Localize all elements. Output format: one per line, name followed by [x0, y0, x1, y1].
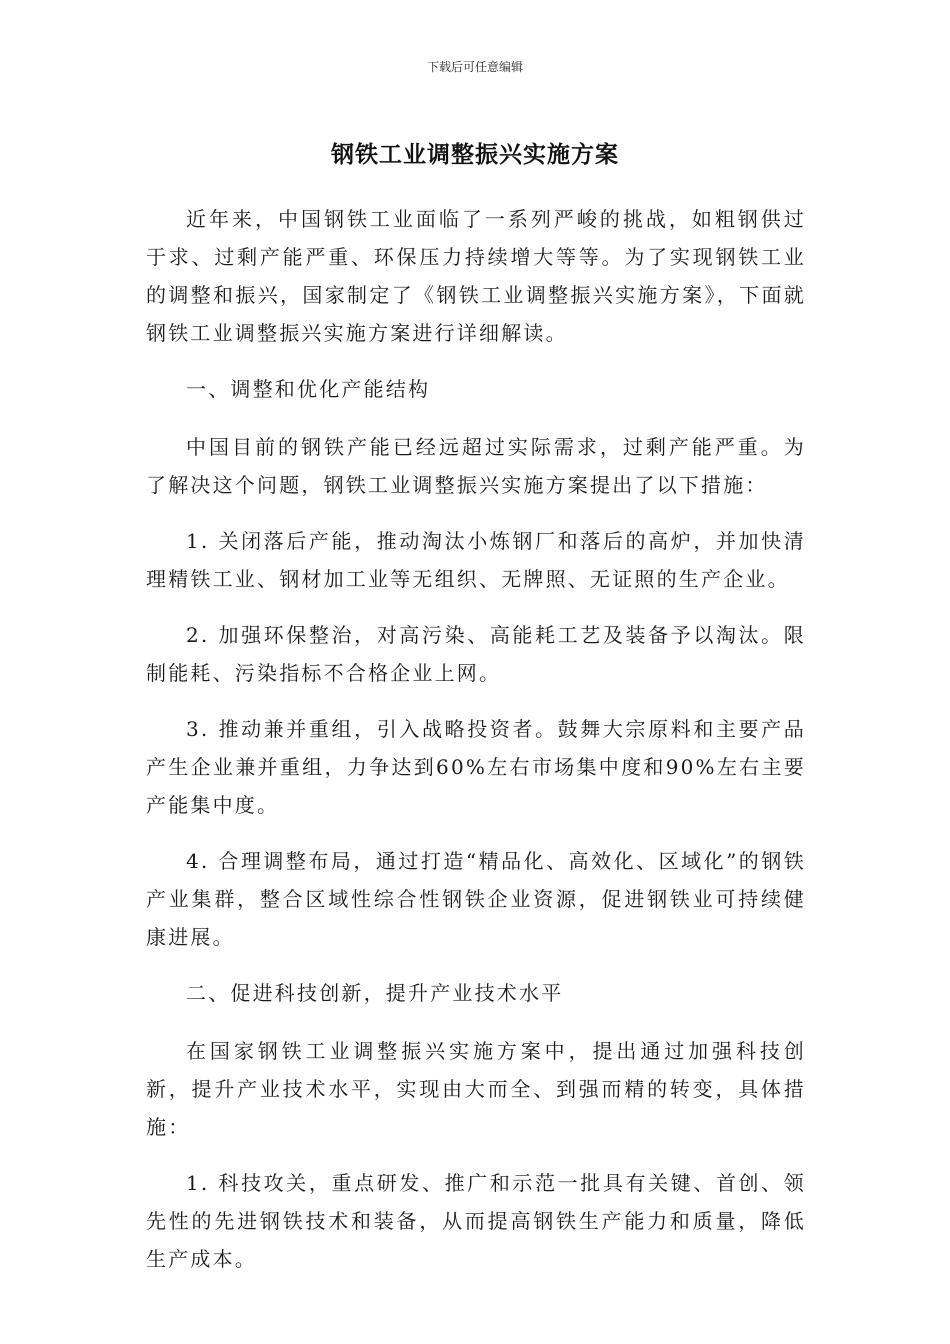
section-intro-paragraph: 中国目前的钢铁产能已经远超过实际需求，过剩产能严重。为了解决这个问题，钢铁工业调整振兴实施方案提出了以下措施：: [146, 435, 806, 497]
list-item-4: 4. 合理调整布局，通过打造“精品化、高效化、区域化”的钢铁产业集群，整合区域性综合性钢铁企业资源，促进钢铁业可持续健康进展。: [146, 849, 806, 949]
list-item-2: 2. 加强环保整治，对高污染、高能耗工艺及装备予以淘汰。限制能耗、污染指标不合格企业上网。: [146, 623, 806, 685]
list-item-3: 3. 推动兼并重组，引入战略投资者。鼓舞大宗原料和主要产品产生企业兼并重组，力争达到60%左右市场集中度和90%左右主要产能集中度。: [146, 717, 806, 817]
section-heading-technology: 二、促进科技创新，提升产业技术水平: [186, 981, 564, 1005]
document-title: 钢铁工业调整振兴实施方案: [331, 142, 619, 168]
list-item-1: 1. 科技攻关，重点研发、推广和示范一批具有关键、首创、领先性的先进钢铁技术和装备，从而提高钢铁生产能力和质量，降低生产成本。: [146, 1171, 806, 1271]
document-body: [146, 200, 806, 1296]
list-item-1: 1. 关闭落后产能，推动淘汰小炼钢厂和落后的高炉，并加快清理精铁工业、钢材加工业等无组织、无牌照、无证照的生产企业。: [146, 529, 806, 591]
header-note: 下载后可任意编辑: [426, 60, 523, 74]
section-heading-capacity: 一、调整和优化产能结构: [186, 377, 431, 401]
intro-paragraph: 近年来，中国钢铁工业面临了一系列严峻的挑战，如粗钢供过于求、过剩产能严重、环保压力持续增大等等。为了实现钢铁工业的调整和振兴，国家制定了《钢铁工业调整振兴实施方案》，下面就钢铁工业调整振兴实施方案进行详细解读。: [146, 207, 806, 345]
section-intro-paragraph: 在国家钢铁工业调整振兴实施方案中，提出通过加强科技创新，提升产业技术水平，实现由大而全、到强而精的转变，具体措施：: [146, 1039, 806, 1139]
